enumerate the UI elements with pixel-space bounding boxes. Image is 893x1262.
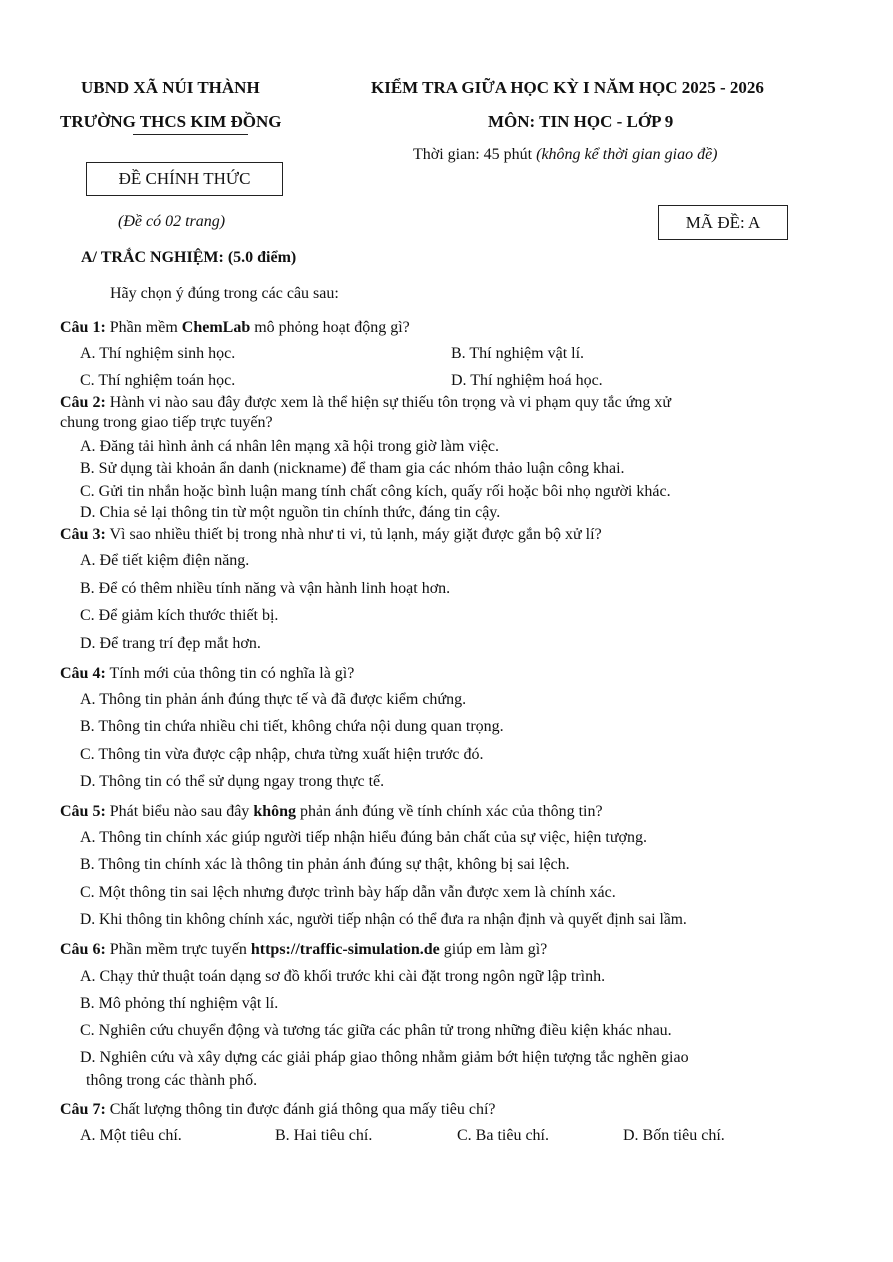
q2-option-b[interactable]: B. Sử dụng tài khoản ẩn danh (nickname) để tham gia các nhóm thảo luận công khai. — [80, 460, 625, 477]
question-label: Câu 1: — [60, 319, 106, 336]
q1-option-d[interactable]: D. Thí nghiệm hoá học. — [451, 372, 603, 389]
q4-option-a[interactable]: A. Thông tin phản ánh đúng thực tế và đã được kiểm chứng. — [80, 691, 467, 708]
question-label: Câu 5: — [60, 803, 106, 820]
subject-line: MÔN: TIN HỌC - LỚP 9 — [488, 112, 674, 131]
exam-code-box: MÃ ĐỀ: A — [658, 205, 788, 240]
q3-option-a[interactable]: A. Để tiết kiệm điện năng. — [80, 552, 250, 569]
question-6: Câu 6: Phần mềm trực tuyến https://traffic-simulation.de giúp em làm gì? — [60, 941, 548, 958]
question-2-continued: chung trong giao tiếp trực tuyến? — [60, 414, 273, 431]
q6-option-d-continued: thông trong các thành phố. — [86, 1072, 258, 1089]
q6-option-c[interactable]: C. Nghiên cứu chuyển động và tương tác giữa các phân tử trong những điều kiện khác nhau. — [80, 1022, 672, 1039]
q6-option-a[interactable]: A. Chạy thử thuật toán dạng sơ đồ khối trước khi cài đặt trong ngôn ngữ lập trình. — [80, 968, 606, 985]
q3-option-d[interactable]: D. Để trang trí đẹp mắt hơn. — [80, 635, 261, 652]
software-name: ChemLab — [181, 319, 251, 336]
q7-option-c[interactable]: C. Ba tiêu chí. — [457, 1127, 549, 1144]
school-name-underline — [133, 134, 248, 135]
q1-option-a[interactable]: A. Thí nghiệm sinh học. — [80, 345, 236, 362]
section-instruction: Hãy chọn ý đúng trong các câu sau: — [110, 285, 339, 302]
website-url: https://traffic-simulation.de — [250, 941, 440, 958]
section-title: A/ TRẮC NGHIỆM: (5.0 điểm) — [81, 249, 297, 266]
q6-option-d[interactable]: D. Nghiên cứu và xây dựng các giải pháp giao thông nhằm giảm bớt hiện tượng tắc nghẽn giao — [80, 1049, 689, 1066]
question-7: Câu 7: Chất lượng thông tin được đánh giá thông qua mấy tiêu chí? — [60, 1101, 496, 1118]
authority-name: UBND XÃ NÚI THÀNH — [81, 78, 260, 97]
q5-option-a[interactable]: A. Thông tin chính xác giúp người tiếp nhận hiểu đúng bản chất của sự việc, hiện tượng. — [80, 829, 647, 846]
question-label: Câu 7: — [60, 1101, 106, 1118]
school-name: TRƯỜNG THCS KIM ĐỒNG — [60, 112, 282, 131]
q5-option-d[interactable]: D. Khi thông tin không chính xác, người tiếp nhận có thể đưa ra nhận định và quyết định sai lầm. — [80, 911, 687, 928]
exam-time — [413, 146, 718, 164]
q1-option-b[interactable]: B. Thí nghiệm vật lí. — [451, 345, 585, 362]
q2-option-a[interactable]: A. Đăng tải hình ảnh cá nhân lên mạng xã hội trong giờ làm việc. — [80, 438, 500, 455]
q3-option-b[interactable]: B. Để có thêm nhiều tính năng và vận hành linh hoạt hơn. — [80, 580, 451, 597]
q7-option-d[interactable]: D. Bốn tiêu chí. — [623, 1127, 725, 1144]
pages-note: (Đề có 02 trang) — [118, 213, 226, 230]
q2-option-c[interactable]: C. Gửi tin nhắn hoặc bình luận mang tính chất công kích, quấy rối hoặc bôi nhọ người khác. — [80, 483, 671, 500]
q4-option-c[interactable]: C. Thông tin vừa được cập nhập, chưa từng xuất hiện trước đó. — [80, 746, 484, 763]
question-1: Câu 1: Phần mềm ChemLab mô phỏng hoạt động gì? — [60, 319, 410, 336]
q4-option-b[interactable]: B. Thông tin chứa nhiều chi tiết, không chứa nội dung quan trọng. — [80, 718, 504, 735]
question-5: Câu 5: Phát biểu nào sau đây không phản ánh đúng về tính chính xác của thông tin? — [60, 803, 603, 820]
time-label: Thời gian: 45 phút — [413, 146, 533, 163]
question-3: Câu 3: Vì sao nhiều thiết bị trong nhà như ti vi, tủ lạnh, máy giặt được gắn bộ xử lí? — [60, 526, 602, 543]
q7-option-a[interactable]: A. Một tiêu chí. — [80, 1127, 182, 1144]
exam-title: KIỂM TRA GIỮA HỌC KỲ I NĂM HỌC 2025 - 2026 — [371, 78, 764, 97]
question-2: Câu 2: Hành vi nào sau đây được xem là thể hiện sự thiếu tôn trọng và vi phạm quy tắc ứng xử — [60, 394, 672, 411]
q6-option-b[interactable]: B. Mô phỏng thí nghiệm vật lí. — [80, 995, 279, 1012]
question-label: Câu 2: — [60, 394, 106, 411]
emphasis-word: không — [253, 803, 297, 820]
question-label: Câu 3: — [60, 526, 106, 543]
question-label: Câu 4: — [60, 665, 106, 682]
q7-option-b[interactable]: B. Hai tiêu chí. — [275, 1127, 373, 1144]
question-4: Câu 4: Tính mới của thông tin có nghĩa là gì? — [60, 665, 355, 682]
q4-option-d[interactable]: D. Thông tin có thể sử dụng ngay trong thực tế. — [80, 773, 385, 790]
q3-option-c[interactable]: C. Để giảm kích thước thiết bị. — [80, 607, 279, 624]
q1-option-c[interactable]: C. Thí nghiệm toán học. — [80, 372, 236, 389]
q2-option-d[interactable]: D. Chia sẻ lại thông tin từ một nguồn tin chính thức, đáng tin cậy. — [80, 504, 501, 521]
q5-option-b[interactable]: B. Thông tin chính xác là thông tin phản ánh đúng sự thật, không bị sai lệch. — [80, 856, 570, 873]
q5-option-c[interactable]: C. Một thông tin sai lệch nhưng được trình bày hấp dẫn vẫn được xem là chính xác. — [80, 884, 616, 901]
official-exam-box: ĐỀ CHÍNH THỨC — [86, 162, 283, 196]
question-label: Câu 6: — [60, 941, 106, 958]
time-note: (không kể thời gian giao đề) — [536, 146, 718, 163]
